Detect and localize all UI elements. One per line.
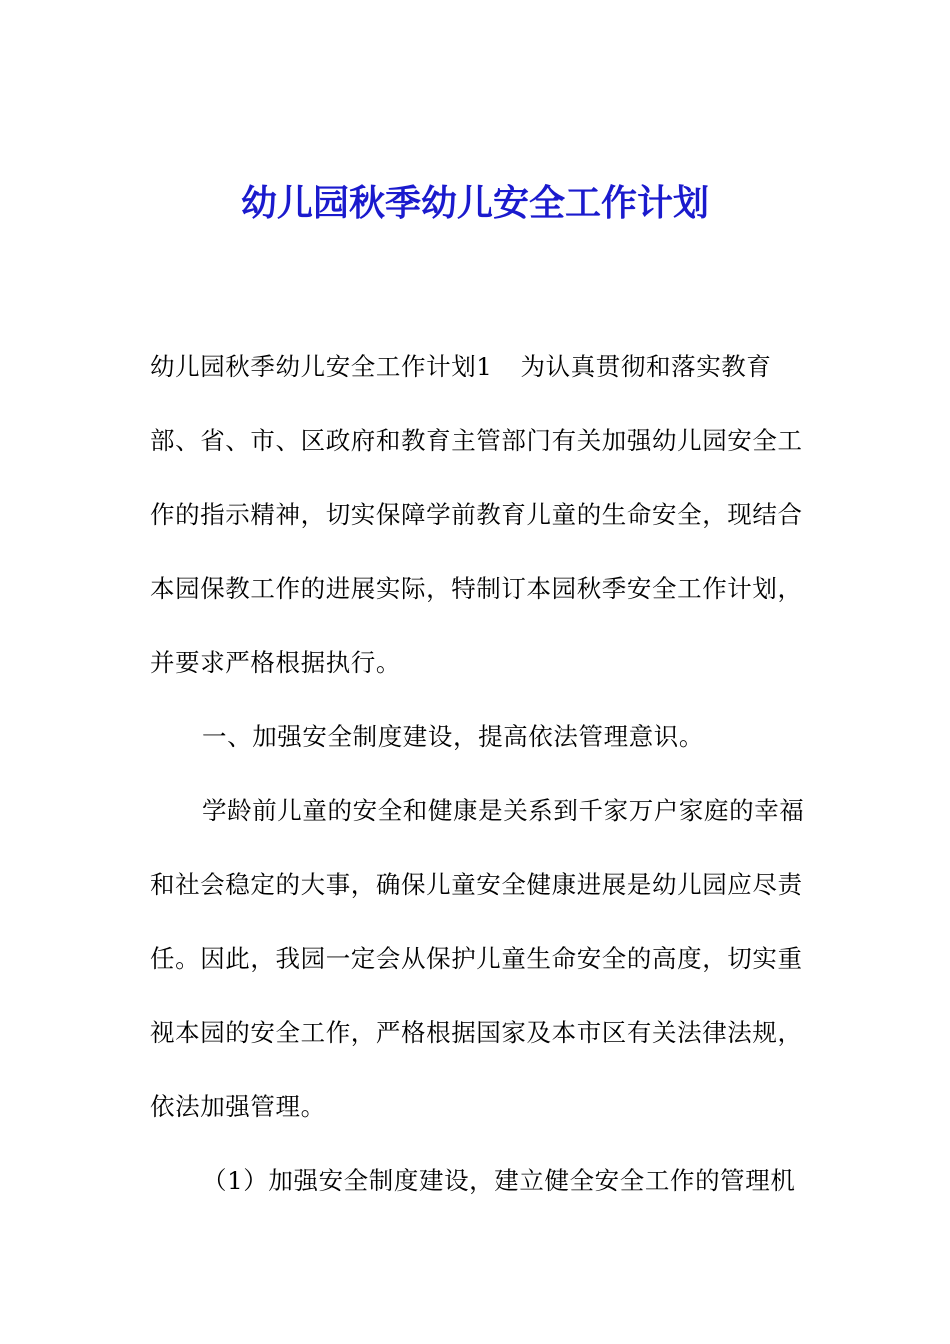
paragraph-heading: 幼儿园秋季幼儿安全工作计划1 [150, 352, 493, 381]
paragraph-intro [150, 330, 810, 700]
paragraph-subsection: （1）加强安全制度建设，建立健全安全工作的管理机 [202, 1166, 796, 1195]
document-title: 幼儿园秋季幼儿安全工作计划 [240, 183, 709, 224]
document-body [150, 330, 810, 1218]
paragraph-text: 为认真贯彻和落实教育部、省、市、区政府和教育主管部门有关加强幼儿园安全工作的指示精神，切实保障学前教育儿童的生命安全，现结合本园保教工作的进展实际，特制订本园秋季安全工作计划，并要求严格根据执行。 [150, 352, 803, 677]
paragraph-body: 学龄前儿童的安全和健康是关系到千家万户家庭的幸福和社会稳定的大事，确保儿童安全健康进展是幼儿园应尽责任。因此，我园一定会从保护儿童生命安全的高度，切实重视本园的安全工作，严格根据国家及本市区有关法律法规，依法加强管理。 [150, 796, 805, 1121]
section-heading: 一、加强安全制度建设，提高依法管理意识。 [202, 722, 704, 751]
